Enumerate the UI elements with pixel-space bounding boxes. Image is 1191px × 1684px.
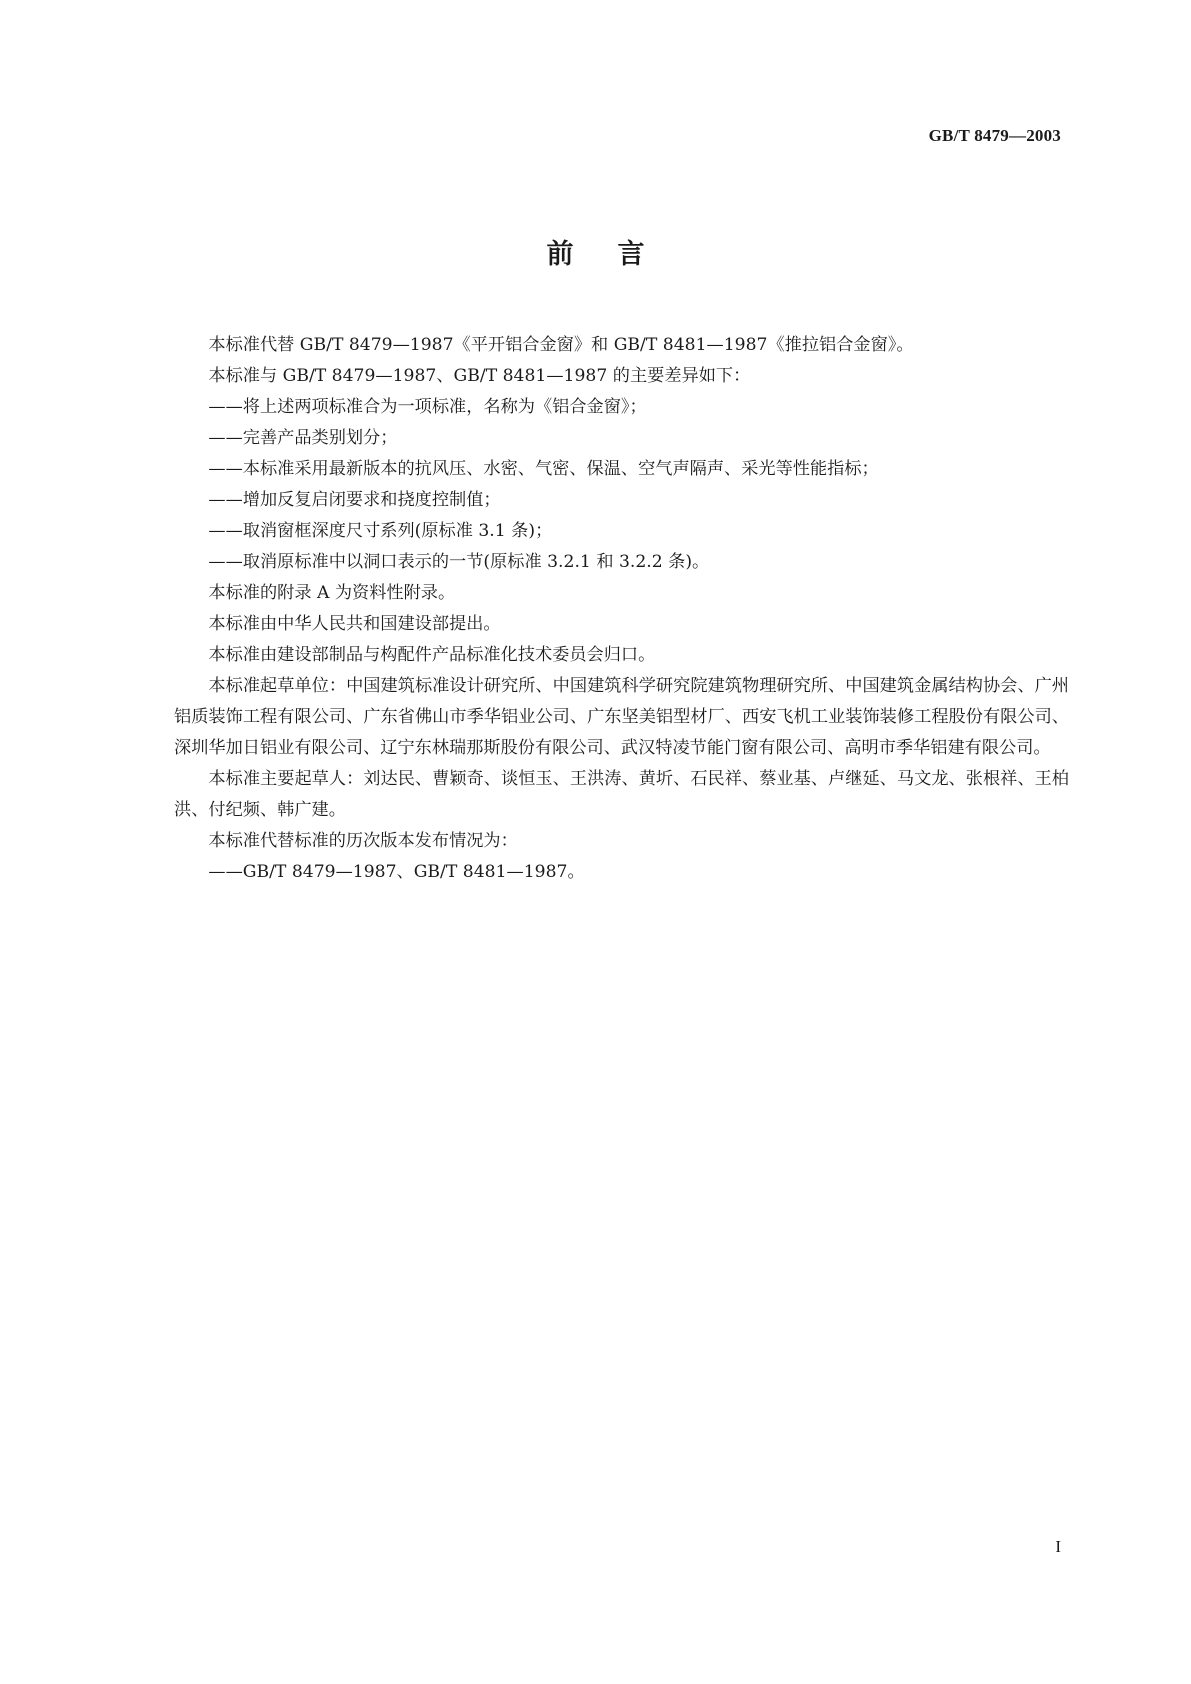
paragraph-replaces: 本标准代替 GB/T 8479—1987《平开铝合金窗》和 GB/T 8481—1987《推拉铝合金窗》。: [208, 335, 914, 355]
list-item: ——GB/T 8479—1987、GB/T 8481—1987。: [208, 862, 585, 882]
list-item: ——取消原标准中以洞口表示的一节(原标准 3.2.1 和 3.2.2 条)。: [208, 552, 710, 572]
paragraph-differences-intro: 本标准与 GB/T 8479—1987、GB/T 8481—1987 的主要差异如下：: [208, 366, 751, 386]
paragraph-proposed-by: 本标准由中华人民共和国建设部提出。: [208, 614, 501, 634]
standard-code: GB/T 8479—2003: [928, 126, 1061, 145]
paragraph-history-intro: 本标准代替标准的历次版本发布情况为：: [208, 831, 518, 851]
paragraph-drafters: 本标准主要起草人：刘达民、曹颖奇、谈恒玉、王洪涛、黄圻、石民祥、蔡业基、卢继延、马文龙、张根祥、王柏洪、付纪频、韩广建。: [174, 769, 1069, 820]
list-item: ——取消窗框深度尺寸系列(原标准 3.1 条)；: [208, 521, 553, 541]
list-item: ——完善产品类别划分；: [208, 428, 398, 448]
list-item: ——将上述两项标准合为一项标准，名称为《铝合金窗》；: [208, 397, 647, 417]
page-title: 前言: [546, 239, 689, 270]
page-number: I: [1055, 1537, 1061, 1556]
list-item: ——增加反复启闭要求和挠度控制值；: [208, 490, 501, 510]
paragraph-drafting-units: 本标准起草单位：中国建筑标准设计研究所、中国建筑科学研究院建筑物理研究所、中国建筑金属结构协会、广州铝质装饰工程有限公司、广东省佛山市季华铝业公司、广东坚美铝型材厂、西安飞机工业装饰装修工程股份有限公司、深圳华加日铝业有限公司、辽宁东林瑞那斯股份有限公司、武汉特凌节能门窗有限公司、高明市季华铝建有限公司。: [174, 676, 1069, 758]
paragraph-appendix: 本标准的附录 A 为资料性附录。: [208, 583, 456, 603]
foreword-body: [174, 330, 1069, 888]
paragraph-centralized-by: 本标准由建设部制品与构配件产品标准化技术委员会归口。: [208, 645, 656, 665]
list-item: ——本标准采用最新版本的抗风压、水密、气密、保温、空气声隔声、采光等性能指标；: [208, 459, 879, 479]
